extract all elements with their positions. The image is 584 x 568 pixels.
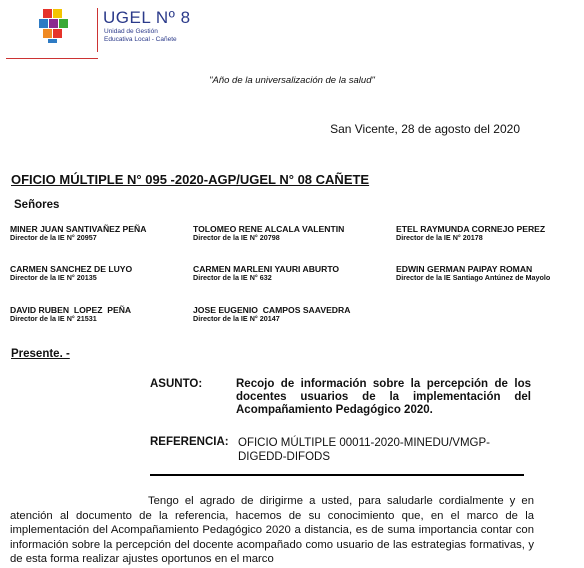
recipient	[10, 305, 131, 324]
recipient	[10, 224, 146, 243]
recipient-name: MINER JUAN SANTIVAÑEZ PEÑA	[10, 224, 147, 234]
recipient-role: Director de la IE N° 632	[193, 273, 272, 282]
recipient-name: CARMEN SANCHEZ DE LUYO	[10, 264, 133, 274]
recipient	[193, 305, 350, 324]
recipient	[10, 264, 132, 283]
recipient-name: JOSE EUGENIO CAMPOS SAAVEDRA	[193, 305, 351, 315]
greeting-presente: Presente. -	[11, 348, 70, 360]
org-subtitle-line-2: Educativa Local - Cañete	[104, 35, 177, 43]
org-name: UGEL Nº 8	[103, 8, 191, 27]
document-title: OFICIO MÚLTIPLE N° 095 -2020-AGP/UGEL N° 08 CAÑETE	[11, 172, 370, 187]
subject-text: Recojo de información sobre la percepción de los docentes usuarios de la implementación del Acompañamiento Pedagógico 2020.	[236, 378, 531, 416]
recipient-name: EDWIN GERMAN PAIPAY ROMAN	[396, 264, 533, 274]
org-subtitle-line-1: Unidad de Gestión	[104, 28, 158, 35]
document-date: San Vicente, 28 de agosto del 2020	[330, 122, 520, 136]
reference-text: OFICIO MÚLTIPLE 00011-2020-MINEDU/VMGP-DIGEDD-DIFODS	[238, 437, 491, 463]
ugel-logo-icon	[36, 6, 70, 44]
recipient-role: Director de la IE N° 20178	[396, 233, 483, 242]
recipient-name: ETEL RAYMUNDA CORNEJO PEREZ	[396, 224, 546, 234]
recipient	[193, 224, 344, 243]
recipient	[396, 264, 576, 283]
recipient-name: DAVID RUBEN LOPEZ PEÑA	[10, 305, 132, 315]
recipient-name: TOLOMEO RENE ALCALA VALENTIN	[193, 224, 345, 234]
recipient-role: Director de la IE N° 20135	[10, 273, 97, 282]
reference-label: REFERENCIA:	[150, 436, 229, 448]
org-subtitle	[104, 28, 177, 43]
body-paragraph: Tengo el agrado de dirigirme a usted, para saludarle cordialmente y en atención al documento de la referencia, hacemos de su conocimiento que, en el marco de la implementación del Acompañamiento Pedagógico 2020 a distancia, es de suma importancia contar con información sobre la percepción del docente acompañado como usuario de las estrategias formativas, y de esta forma realizar ajustes oportunos en el marco	[10, 495, 534, 565]
recipient-role: Director de la IE N° 20798	[193, 233, 280, 242]
recipient-role: Director de la IE N° 20957	[10, 233, 97, 242]
recipient	[193, 264, 339, 283]
recipient-role: Director de la IE N° 21531	[10, 314, 97, 323]
recipient	[396, 224, 545, 243]
letterhead-rule	[6, 58, 98, 59]
recipient-role: Director de la IE Santiago Antúnez de Mayolo	[396, 273, 551, 282]
year-motto: "Año de la universalización de la salud"	[209, 75, 375, 86]
letterhead-divider	[97, 8, 98, 52]
recipient-name: CARMEN MARLENI YAURI ABURTO	[193, 264, 340, 274]
recipient-role: Director de la IE N° 20147	[193, 314, 280, 323]
salutation: Señores	[14, 199, 60, 211]
subject-label: ASUNTO:	[150, 378, 203, 390]
section-divider	[150, 474, 524, 476]
